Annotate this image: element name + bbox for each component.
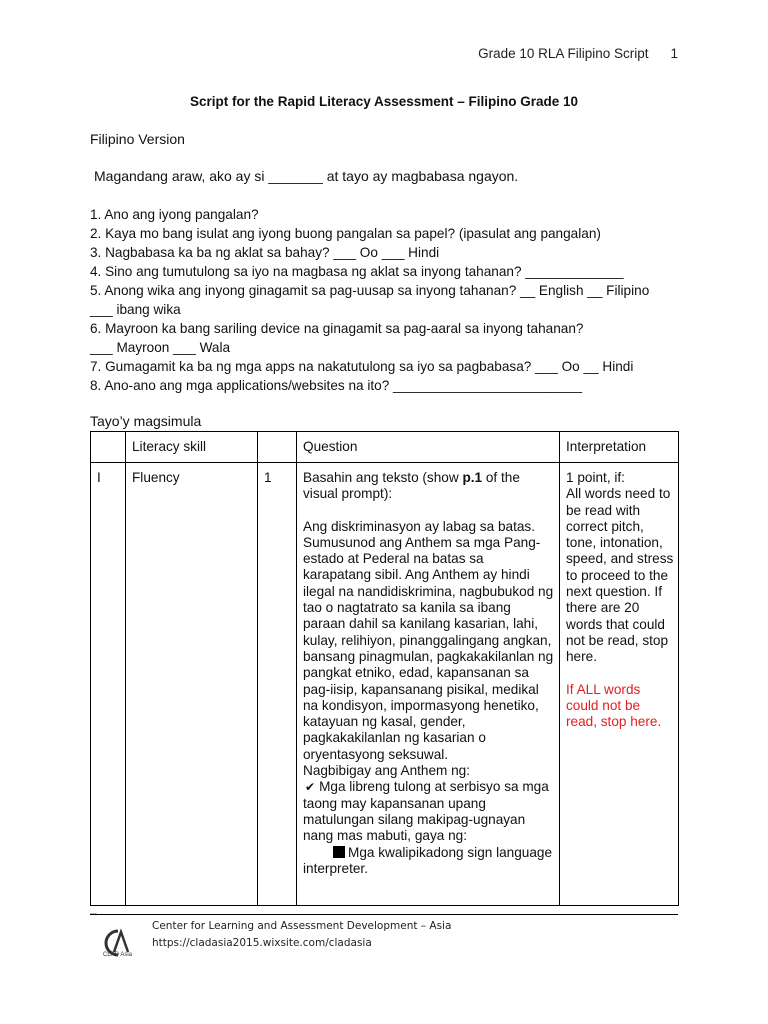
question-item: 1. Ano ang iyong pangalan? xyxy=(90,207,259,222)
checkmark-icon: ✔ xyxy=(305,780,316,795)
provides-text: Nagbibigay ang Anthem ng: xyxy=(303,763,471,779)
footer-url: https://cladasia2015.wixsite.com/cladasia xyxy=(152,937,372,949)
document-title: Script for the Rapid Literacy Assessment – Filipino Grade 10 xyxy=(189,94,579,109)
header-title: Grade 10 RLA Filipino Script xyxy=(478,46,649,61)
interpretation-cell xyxy=(560,463,679,906)
reading-passage xyxy=(303,519,555,878)
question-cell xyxy=(297,463,560,906)
row-index-cell: I xyxy=(91,463,126,906)
greeting-text: Magandang araw, ako ay si _______ at tayo ay magbabasa ngayon. xyxy=(94,168,519,184)
question-item: 8. Ano-ano ang mga applications/websites na ito? _________________________ xyxy=(90,378,583,393)
start-label: Tayo’y magsimula xyxy=(90,413,202,429)
question-list xyxy=(90,205,690,395)
page-header xyxy=(478,46,678,61)
interpretation-warning: If ALL words could not be read, stop here. xyxy=(566,681,662,730)
footer-text xyxy=(152,918,451,952)
question-item-continuation: ___ ibang wika xyxy=(90,302,181,317)
bullet-text: Mga libreng tulong at serbisyo sa mga taong may kapansanan upang matulungan silang makipag-ugnayan nang mas mabuti, gaya ng: xyxy=(303,779,549,844)
page-number: 1 xyxy=(670,46,678,61)
header-cell xyxy=(91,432,126,463)
table-row xyxy=(91,463,679,906)
question-item: 4. Sino ang tumutulong sa iyo na magbasa ng aklat sa inyong tahanan? _____________ xyxy=(90,264,624,279)
item-number-cell: 1 xyxy=(258,463,297,906)
bullet-text: Mga kwalipikadong sign language interpreter. xyxy=(303,844,553,876)
header-cell-interpretation: Interpretation xyxy=(560,432,679,463)
header-cell-literacy-skill: Literacy skill xyxy=(126,432,258,463)
question-item: 6. Mayroon ka bang sariling device na ginagamit sa pag-aaral sa inyong tahanan? xyxy=(90,321,584,336)
question-item-continuation: ___ Mayroon ___ Wala xyxy=(90,340,231,355)
header-cell-question: Question xyxy=(297,432,560,463)
table-header-row xyxy=(91,432,679,463)
question-item: 3. Nagbabasa ka ba ng aklat sa bahay? ___ Oo ___ Hindi xyxy=(90,245,440,260)
header-cell xyxy=(258,432,297,463)
question-item: 5. Anong wika ang inyong ginagamit sa pag-uusap sa inyong tahanan? __ English __ Filipino xyxy=(90,283,650,298)
question-intro xyxy=(303,470,555,503)
version-label: Filipino Version xyxy=(90,131,185,147)
logo-caption: CLAD Asia xyxy=(103,952,133,958)
footer-org-name: Center for Learning and Assessment Development – Asia xyxy=(152,920,452,932)
question-intro-text: Basahin ang teksto (show xyxy=(303,470,463,485)
assessment-table xyxy=(90,431,679,906)
footer-divider xyxy=(90,914,678,915)
passage-text: Ang diskriminasyon ay labag sa batas. Sumusunod ang Anthem sa mga Pang-estado at Pederal na batas sa karapatang sibil. Ang Anthem ay hindi ilegal na nandidiskrimina, nagbubukod ng tao o nagtatrato sa kanila sa ibang paraan dahil sa kanilang kasarian, lahi, kulay, relihiyon, pinanggalingang angkan, bansang pinagmulan, pagkakakilanlan ng pangkat etniko, edad, kapansanan sa pag-iisip, kapansanang pisikal, medikal na kondisyon, impormasyong henetiko, katayuan ng kasal, gender, pagkakakilanlan ng kasarian o oryentasyong seksuwal. xyxy=(303,518,554,762)
question-item: 2. Kaya mo bang isulat ang iyong buong pangalan sa papel? (ipasulat ang pangalan) xyxy=(90,226,601,241)
footer-dash: – xyxy=(90,906,97,920)
question-intro-bold: p.1 xyxy=(462,470,483,485)
question-item: 7. Gumagamit ka ba ng mga apps na nakatutulong sa iyo sa pagbabasa? ___ Oo __ Hindi xyxy=(90,359,634,374)
square-bullet-icon xyxy=(333,846,345,858)
interpretation-text: 1 point, if: All words need to be read with correct pitch, tone, intonation, speed, and stress to proceed to the next question. If there are 20 words that could not be read, stop here. xyxy=(566,470,674,665)
question-intro-text-end: of the visual prompt): xyxy=(303,470,520,502)
skill-cell: Fluency xyxy=(126,463,258,906)
